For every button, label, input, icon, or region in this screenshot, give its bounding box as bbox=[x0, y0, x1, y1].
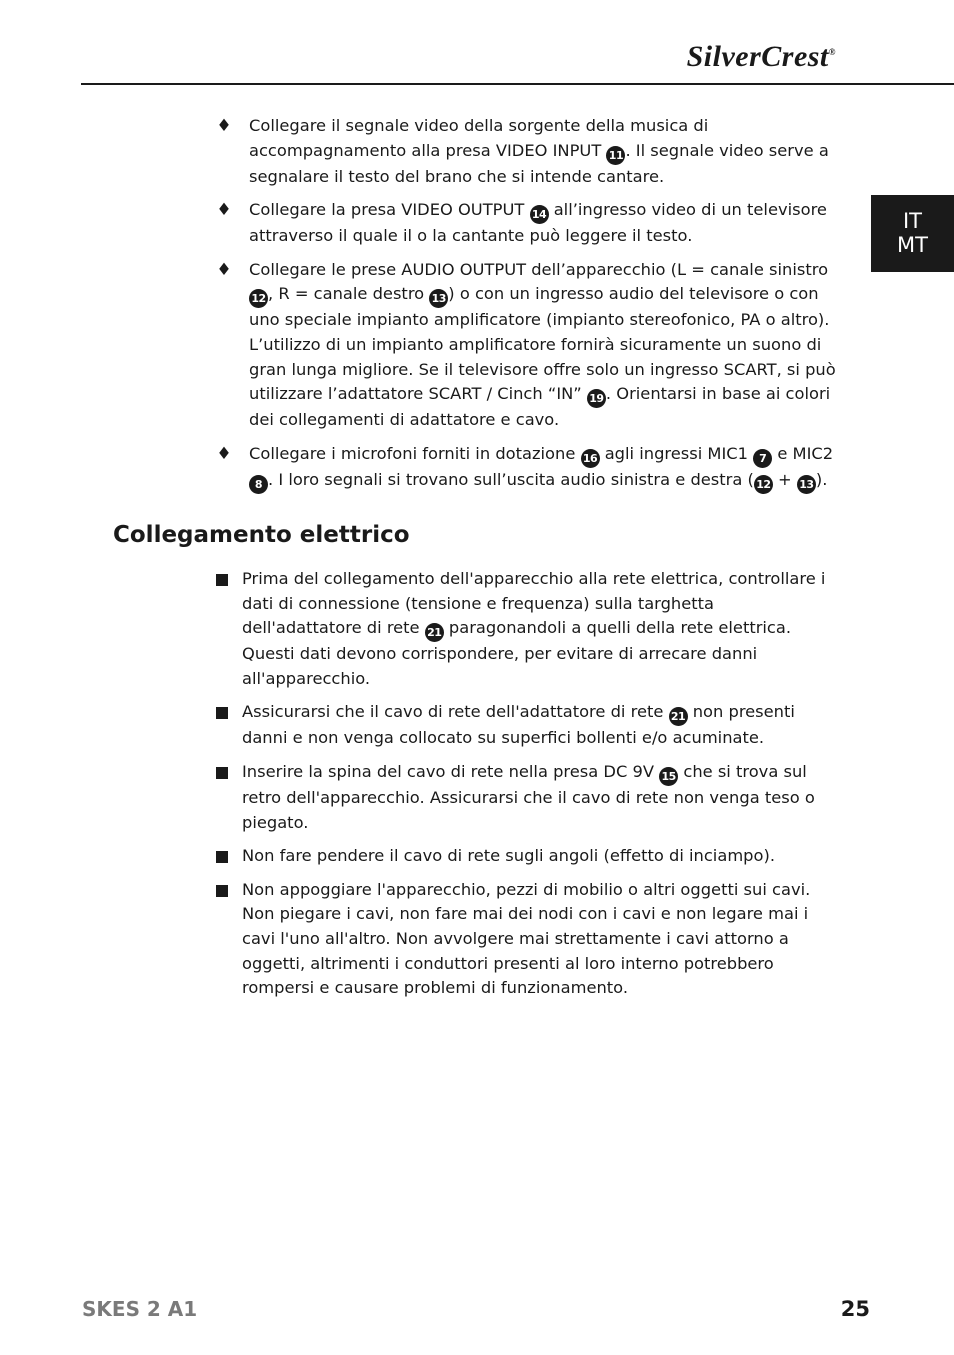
connection-instructions-list bbox=[214, 114, 838, 503]
text-run: . Il segnale video serve a segnalare il testo del brano che si intende cantare. bbox=[249, 140, 829, 186]
registered-mark: ® bbox=[828, 47, 836, 57]
text-run: Inserire la spina del cavo di rete nella presa DC 9V bbox=[242, 761, 660, 781]
square-bullet-icon bbox=[216, 574, 228, 586]
diamond-bullet-icon: ♦ bbox=[216, 200, 232, 221]
text-run: non presenti danni e non venga collocato su superfici bollenti e/o acuminate. bbox=[242, 702, 795, 748]
list-item-text bbox=[249, 444, 833, 489]
part-number-badge: 16 bbox=[581, 449, 600, 468]
list-item bbox=[214, 878, 838, 1001]
text-run: agli ingressi MIC1 bbox=[599, 443, 754, 463]
text-run: . I loro segnali si trovano sull’uscita audio sinistra e destra ( bbox=[268, 469, 754, 489]
list-item-text bbox=[242, 880, 810, 997]
part-number-badge: 7 bbox=[753, 449, 772, 468]
footer-model: SKES 2 A1 bbox=[82, 1297, 198, 1321]
language-tab[interactable] bbox=[871, 195, 954, 272]
part-number-badge: 8 bbox=[249, 475, 268, 494]
part-number-badge: 21 bbox=[425, 623, 444, 642]
list-item bbox=[214, 114, 838, 189]
text-run: Non appoggiare l'apparecchio, pezzi di mobilio o altri oggetti sui cavi. Non piegare i cavi, non fare mai dei nodi con i cavi e non legare mai i cavi l'uno all'altro. Non avvolgere mai strettamente i cavi attorno a oggetti, altrimenti i conduttori presenti al loro interno potrebbero rompersi e causare problemi di funzionamento. bbox=[242, 879, 811, 998]
list-item bbox=[214, 760, 838, 835]
diamond-bullet-icon: ♦ bbox=[216, 259, 232, 280]
page-number: 25 bbox=[840, 1297, 870, 1321]
text-run: + bbox=[772, 469, 797, 489]
text-run: Assicurarsi che il cavo di rete dell'adattatore di rete bbox=[242, 702, 669, 722]
text-run: Collegare le prese AUDIO OUTPUT dell’apparecchio (L = canale sinistro bbox=[249, 259, 829, 279]
text-run: Collegare i microfoni forniti in dotazione bbox=[249, 443, 581, 463]
text-run: Collegare il segnale video della sorgente della musica di accompagnamento alla presa VIDEO INPUT bbox=[249, 116, 709, 160]
language-tab-it: IT bbox=[902, 209, 923, 233]
list-item bbox=[214, 198, 838, 249]
section-title: Collegamento elettrico bbox=[113, 522, 410, 548]
square-bullet-icon bbox=[216, 707, 228, 719]
list-item-text bbox=[242, 569, 825, 688]
text-run: che si trova sul retro dell'apparecchio. Assicurarsi che il cavo di rete non venga teso o piegato. bbox=[242, 761, 815, 832]
text-run: all’ingresso video di un televisore attraverso il quale il o la cantante può leggere il testo. bbox=[249, 200, 827, 246]
text-run: Non fare pendere il cavo di rete sugli angoli (effetto di inciampo). bbox=[242, 846, 775, 866]
list-item-text bbox=[249, 200, 827, 245]
square-bullet-icon bbox=[216, 851, 228, 863]
header-rule bbox=[81, 83, 954, 85]
list-item bbox=[214, 442, 838, 494]
square-bullet-icon bbox=[216, 885, 228, 897]
list-item bbox=[214, 567, 838, 691]
part-number-badge: 11 bbox=[606, 146, 625, 165]
square-bullet-icon bbox=[216, 767, 228, 779]
part-number-badge: 13 bbox=[797, 475, 816, 494]
diamond-bullet-icon: ♦ bbox=[216, 443, 232, 464]
part-number-badge: 19 bbox=[587, 389, 606, 408]
list-item bbox=[214, 700, 838, 751]
brand-name: SilverCrest bbox=[686, 40, 829, 73]
text-run: , R = canale destro bbox=[268, 284, 430, 304]
list-item-text bbox=[242, 846, 775, 865]
diamond-bullet-icon: ♦ bbox=[216, 116, 232, 136]
list-item-text bbox=[242, 702, 795, 747]
part-number-badge: 12 bbox=[249, 289, 268, 308]
text-run: . Orientarsi in base ai colori dei collegamenti di adattatore e cavo. bbox=[249, 384, 831, 430]
electrical-connection-list bbox=[214, 567, 838, 1010]
list-item-text bbox=[242, 762, 815, 832]
part-number-badge: 14 bbox=[530, 205, 549, 224]
part-number-badge: 21 bbox=[669, 707, 688, 726]
brand-logo bbox=[687, 40, 836, 74]
text-run: ). bbox=[815, 469, 828, 489]
text-run: Collegare la presa VIDEO OUTPUT bbox=[249, 200, 530, 220]
language-tab-mt: MT bbox=[897, 233, 928, 257]
part-number-badge: 13 bbox=[429, 289, 448, 308]
text-run: Prima del collegamento dell'apparecchio alla rete elettrica, controllare i dati di connessione (tensione e frequenza) sulla targhetta dell'adattatore di rete bbox=[242, 569, 826, 638]
text-run: paragonandoli a quelli della rete elettrica. Questi dati devono corrispondere, per evitare di arrecare danni all'apparecchio. bbox=[242, 618, 792, 688]
part-number-badge: 12 bbox=[754, 475, 773, 494]
list-item-text bbox=[249, 116, 829, 186]
part-number-badge: 15 bbox=[659, 767, 678, 786]
text-run: ) o con un ingresso audio del televisore o con uno speciale impianto amplificatore (impianto stereofonico, PA o altro). L’utilizzo di un impianto amplificatore fornirà sicuramente un suono di gran lunga migliore. Se il televisore offre solo un ingresso SCART, si può utilizzare l’adattatore SCART / Cinch “IN” bbox=[249, 284, 836, 404]
list-item bbox=[214, 844, 838, 869]
list-item-text bbox=[249, 260, 836, 429]
list-item bbox=[214, 258, 838, 433]
text-run: e MIC2 bbox=[772, 443, 834, 463]
